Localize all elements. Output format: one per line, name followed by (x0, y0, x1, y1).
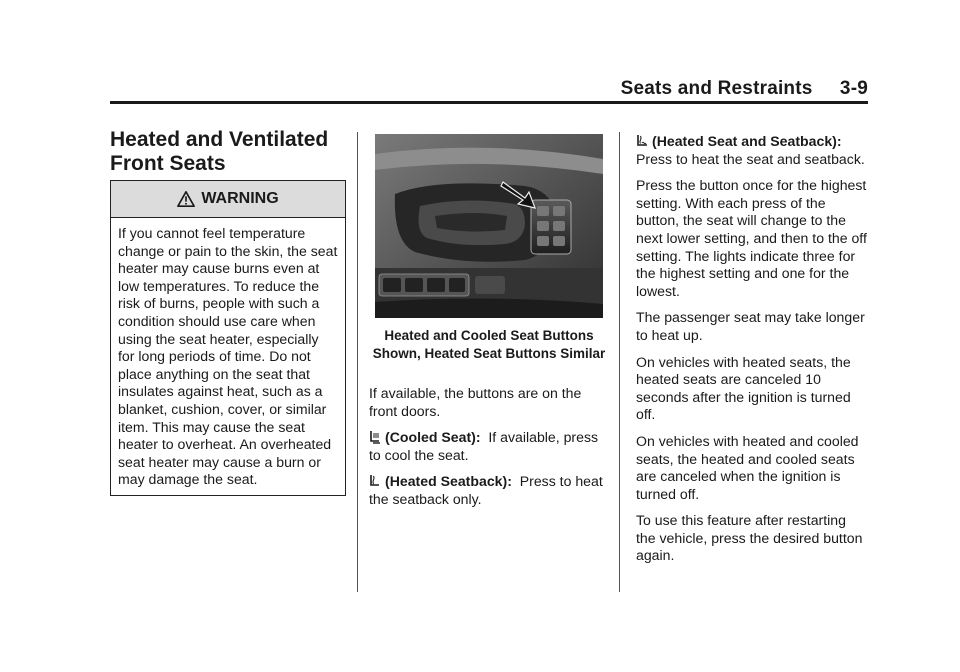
paragraph-settings: Press the button once for the highest setting. With each press of the button, the seat will change to the next lower setting, and then to the off setting. The lights indicate three for the highest setting and one for the lowest. (636, 177, 867, 299)
page-header (110, 78, 868, 100)
intro-paragraph: If available, the buttons are on the front doors. (369, 385, 582, 419)
heated-seat-seatback-icon (636, 134, 648, 148)
paragraph-passenger: The passenger seat may take longer to heat up. (636, 309, 865, 343)
heated-seatback-label: (Heated Seatback): (385, 473, 512, 490)
paragraph-heated-cooled-cancel: On vehicles with heated and cooled seats, the heated and cooled seats are canceled when the ignition is turned off. (636, 432, 859, 502)
figure-caption: Heated and Cooled Seat Buttons Shown, Heated Seat Buttons Similar (372, 328, 606, 361)
header-title: Seats and Restraints 3-9 (620, 78, 868, 99)
heated-seat-seatback-paragraph (636, 133, 868, 168)
column-divider-2 (619, 132, 620, 592)
cooled-seat-paragraph (369, 429, 604, 464)
column-3-text (636, 133, 868, 574)
cooled-seat-label: (Cooled Seat): (385, 429, 481, 446)
column-divider-1 (357, 132, 358, 592)
cooled-seat-text: If available, press to cool the seat. (369, 429, 599, 463)
warning-box (110, 180, 346, 496)
column-2-text (369, 385, 604, 518)
section-title: Heated and Ventilated Front Seats (110, 128, 329, 175)
header-rule (110, 101, 868, 104)
cooled-seat-icon (369, 430, 381, 444)
warning-text: If you cannot feel temperature change or pain to the skin, the seat heater may cause burns even at low temperatures. To reduce the risk of burns, people with such a condition should use care when using the seat heater, especially for long periods of time. Do not place anything on the seat that insulates against heat, such as a blanket, cushion, cover, or similar item. This may cause the seat heater to overheat. An overheated seat heater may cause a burn or may damage the seat. (118, 225, 338, 488)
warning-triangle-icon (177, 190, 195, 208)
heated-seat-seatback-text: Press to heat the seat and seatback. (636, 150, 865, 167)
heated-seat-seatback-label: (Heated Seat and Seatback): (652, 133, 842, 149)
door-panel-illustration (375, 134, 603, 318)
paragraph-restart: To use this feature after restarting the vehicle, press the desired button again. (636, 512, 863, 564)
warning-header (111, 181, 345, 218)
heated-seatback-text: Press to heat the seatback only. (369, 473, 603, 507)
heated-seatback-icon (369, 474, 381, 488)
seat-buttons-photo (375, 134, 603, 318)
paragraph-heated-cancel: On vehicles with heated seats, the heated seats are canceled 10 seconds after the ignition is turned off. (636, 353, 851, 423)
heated-seatback-paragraph (369, 473, 604, 508)
warning-label: WARNING (201, 190, 279, 207)
